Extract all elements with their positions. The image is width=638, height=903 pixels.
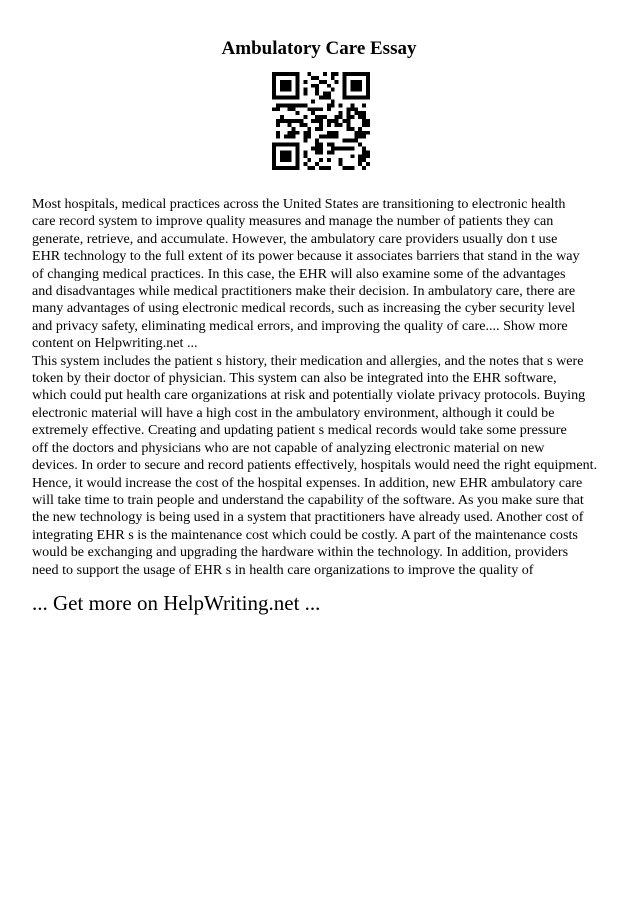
text-line: Most hospitals, medical practices across the United States are transitioning to electronic health: [32, 196, 566, 212]
paragraph-1: [32, 196, 612, 353]
text-line: EHR technology to the full extent of its power because it associates barriers that stand in the way: [32, 248, 580, 265]
text-line: integrating EHR s is the maintenance cost which could be costly. A part of the maintenance costs: [32, 526, 578, 543]
text-line: extremely effective. Creating and updating patient s medical records would take some pressure: [32, 422, 567, 439]
page-title: Ambulatory Care Essay: [221, 38, 417, 59]
text-line: generate, retrieve, and accumulate. However, the ambulatory care providers usually don t use: [32, 230, 558, 247]
text-line: This system includes the patient s history, their medication and allergies, and the notes that s were: [32, 352, 584, 369]
text-line: need to support the usage of EHR s in health care organizations to improve the quality of: [32, 561, 534, 578]
text-line: content on Helpwriting.net ...: [32, 335, 198, 352]
text-line: off the doctors and physicians who are not capable of analyzing electronic material on new: [32, 439, 545, 456]
text-line: care record system to improve quality measures and manage the number of patients they can: [32, 213, 554, 230]
text-line: and privacy safety, eliminating medical errors, and improving the quality of care.... Show more: [32, 317, 568, 334]
text-line: the new technology is being used in a system that practitioners have already used. Another cost of: [32, 509, 584, 526]
qr-code-icon: [272, 72, 370, 170]
text-line: will take time to train people and understand the capability of the software. As you make sure that: [32, 491, 584, 508]
get-more-link[interactable]: ... Get more on HelpWriting.net ...: [32, 591, 321, 615]
text-line: many advantages of using electronic medical records, such as increasing the cyber security level: [32, 300, 576, 317]
paragraph-2: [32, 353, 612, 579]
text-line: of changing medical practices. In this case, the EHR will also examine some of the advantages: [32, 265, 566, 282]
text-line: token by their doctor of physician. This system can also be integrated into the EHR software,: [32, 370, 557, 387]
text-line: would be exchanging and upgrading the hardware within the technology. In addition, providers: [32, 544, 569, 561]
essay-body: [32, 196, 612, 579]
text-line: Hence, it would increase the cost of the hospital expenses. In addition, new EHR ambulatory care: [32, 474, 583, 491]
text-line: and disadvantages while medical practitioners make their decision. In ambulatory care, there are: [32, 283, 576, 300]
text-line: which could put health care organizations at risk and potentially violate privacy protocols. Buying: [32, 387, 586, 404]
text-line: electronic material will have a high cost in the ambulatory environment, although it could be: [32, 404, 555, 421]
text-line: devices. In order to secure and record patients effectively, hospitals would need the right equipment.: [32, 457, 598, 474]
